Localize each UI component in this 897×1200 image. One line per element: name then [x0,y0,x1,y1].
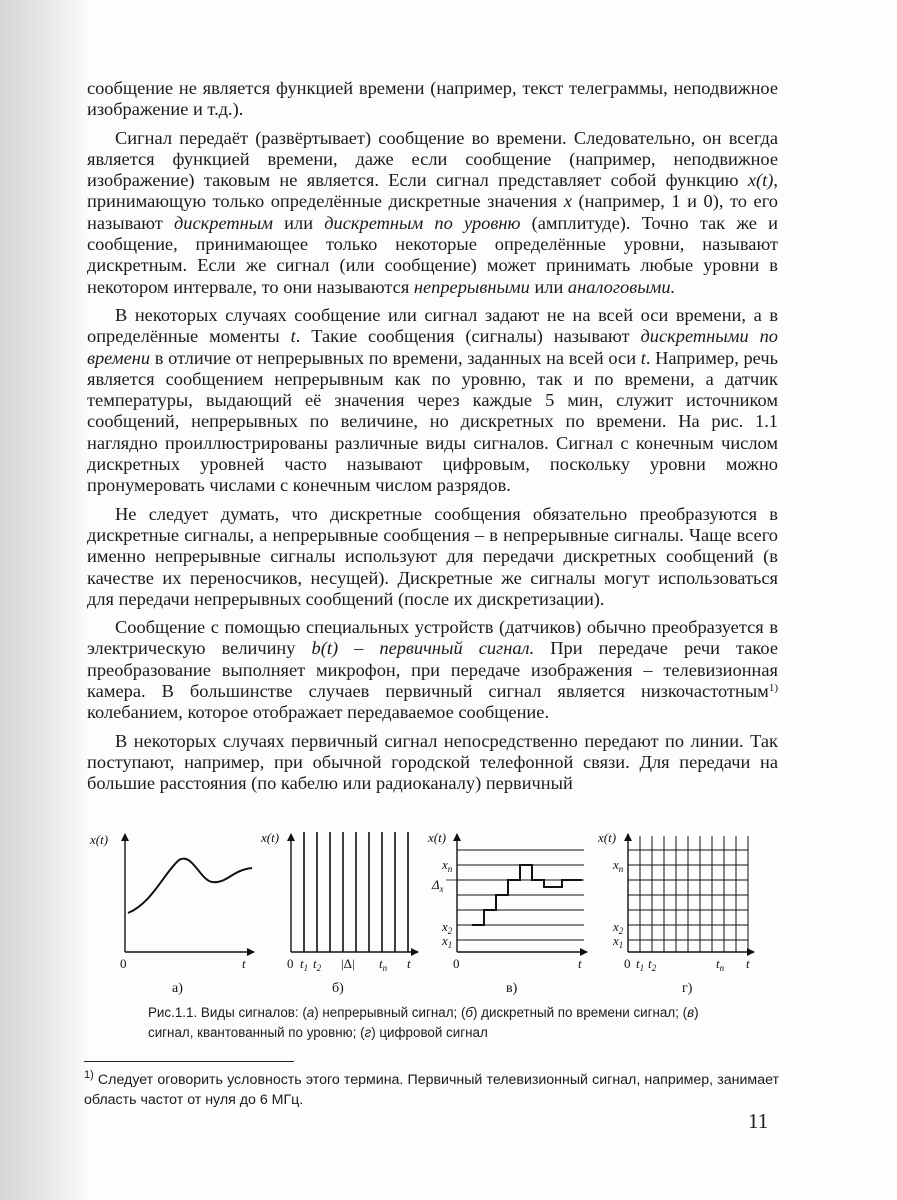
emphasis-text: t [640,347,646,368]
text-run: Сигнал передаёт (развёртывает) сообщение во времени. Следовательно, он всегда является функцией времени, даже если сообщение (например, неподвижное изображение) таковым не является. Если сигнал представляет собой функцию [87,127,778,191]
paragraph [87,731,778,795]
figure-caption [148,1003,728,1043]
text-run: – [338,638,380,659]
panel-b-ylabel: x(t) [261,830,280,845]
emphasis-text: в [687,1005,695,1020]
footnote-rule [84,1061,294,1062]
main-text [87,78,778,802]
emphasis-text: аналоговыми. [567,276,676,297]
text-run: В некоторых случаях первичный сигнал непосредственно передают по линии. Так поступают, например, при обычной городской телефонной связи. Для передачи на большие расстояния (по кабелю или радиоканалу) первичный [87,730,778,794]
panel-c-xn: $x_n$ [442,857,453,874]
panel-b-t2: $t_2$ [313,956,322,973]
emphasis-text: а [306,1005,315,1020]
panel-d-tlabel: t [746,956,750,971]
panel-b-origin: 0 [287,956,294,971]
footnote [84,1070,779,1110]
paragraph [87,128,778,298]
panel-a-letter: а) [172,981,183,996]
panel-d-x1: $x_1$ [613,933,624,950]
text-run: . Например, речь является сообщением непрерывным как по уровню, так и по времени, а датчик температуры, выдающий её значения через каждые 5 мин, служит источником сообщений, непрерывных по величине, но дискретных по времени. На рис. 1.1 наглядно проиллюстрированы различные виды сигналов. Сигнал с конечным числом дискретных уровней часто называют цифровым, поскольку уровни можно пронумеровать числами с конечным числом разрядов. [87,347,778,496]
panel-d-ylabel: x(t) [598,830,617,845]
panel-a [89,832,254,996]
panel-d-xn: $x_n$ [613,857,624,874]
panel-c-origin: 0 [453,956,460,971]
panel-c-letter: в) [506,981,518,996]
paragraph [87,504,778,610]
text-run: ) дискретный по времени сигнал; ( [472,1005,688,1020]
emphasis-text: непрерывными [413,276,530,297]
paragraph [87,78,778,121]
emphasis-text: x(t) [747,170,774,191]
text-run: В некоторых случаях сообщение или сигнал задают не на всей оси времени, а в определённые моменты [87,304,778,347]
footnote-ref: 1) [768,682,778,695]
panel-d-tn: $t_n$ [716,956,725,973]
text-run: или [272,212,325,233]
emphasis-text: дискретным [173,212,273,233]
panel-c [427,830,587,996]
panel-c-x1: $x_1$ [442,933,453,950]
text-run: . Такие сообщения (сигналы) называют [295,326,641,347]
paragraph [87,305,778,497]
text-run: или [529,276,568,297]
figure-svg [82,818,782,998]
panel-d-origin: 0 [624,956,631,971]
text-run: Рис.1.1. Виды сигналов: ( [148,1005,307,1020]
panel-b-delta: |Δ| [341,956,355,971]
text-run: , принимающую только определённые дискретные значения [87,170,778,212]
panel-c-x2: $x_2$ [442,919,453,936]
panel-d-t1: $t_1$ [636,956,645,973]
panel-c-ylabel: x(t) [428,830,447,845]
emphasis-text: t [290,326,296,347]
panel-b [260,830,418,996]
emphasis-text: дискретным по уровню [324,212,521,233]
text-run: колебанием, которое отображает передаваемое сообщение. [87,702,550,723]
text-run: ) цифровой сигнал [371,1025,488,1040]
page-number: 11 [748,1109,769,1133]
emphasis-text: b(t) [311,638,339,659]
panel-d-letter: г) [682,981,693,996]
panel-a-ylabel: x(t) [90,832,109,847]
panel-c-tlabel: t [578,956,582,971]
text-run: (например, 1 и 0), то его называют [87,191,778,233]
text-run: Сообщение с помощью специальных устройств (датчиков) обычно преобразуется в электрическую величину [87,617,778,659]
panel-a-tlabel: t [242,956,246,971]
paragraph [87,617,778,723]
footnote-text: Следует оговорить условность этого термина. Первичный телевизионный сигнал, например, занимает область частот от нуля до 6 МГц. [84,1072,779,1108]
panel-b-tn: $t_n$ [379,956,388,973]
text-run: ) непрерывный сигнал; ( [314,1005,466,1020]
emphasis-text: г [364,1025,372,1040]
text-run: (амплитуде). Точно так же и сообщение, принимающее только некоторые определённые уровни, называют дискретным. Если же сигнал (или сообщение) может принимать любые уровни в некотором интервале, то они называются [87,212,778,297]
emphasis-text: первичный сигнал. [379,638,535,659]
emphasis-text: x [563,191,572,212]
text-run: в отличие от непрерывных по времени, заданных на всей оси [150,347,641,368]
emphasis-text: дискретными по времени [87,326,778,368]
scan-shadow [0,0,92,1200]
panel-b-tlabel: t [407,956,411,971]
text-run: сообщение не является функцией времени (например, текст телеграммы, неподвижное изображение и т.д.). [87,78,778,120]
panel-b-letter: б) [332,981,344,996]
panel-c-delta: $\Delta_x$ [432,877,444,894]
emphasis-text: б [465,1005,473,1020]
footnote-marker: 1) [84,1069,94,1081]
panel-d [597,830,754,996]
text-run: ) сигнал, квантованный по уровню; ( [148,1005,699,1040]
panel-a-origin: 0 [120,956,127,971]
text-run: Не следует думать, что дискретные сообщения обязательно преобразуются в дискретные сигналы, а непрерывные сообщения – в непрерывные сигналы. Чаще всего именно непрерывные сигналы используют для передачи дискретных сообщений (в качестве их переносчиков, несущей). Дискретные же сигналы могут использоваться для передачи непрерывных сообщений (после их дискретизации). [87,503,778,609]
text-run: При передаче речи такое преобразование выполняет микрофон, при передаче изображения – телевизионная камера. В большинстве случаев первичный сигнал является низкочастотным [87,638,778,702]
panel-d-x2: $x_2$ [613,919,624,936]
figure-1-1 [82,818,782,998]
panel-d-t2: $t_2$ [648,956,657,973]
panel-b-t1: $t_1$ [300,956,309,973]
